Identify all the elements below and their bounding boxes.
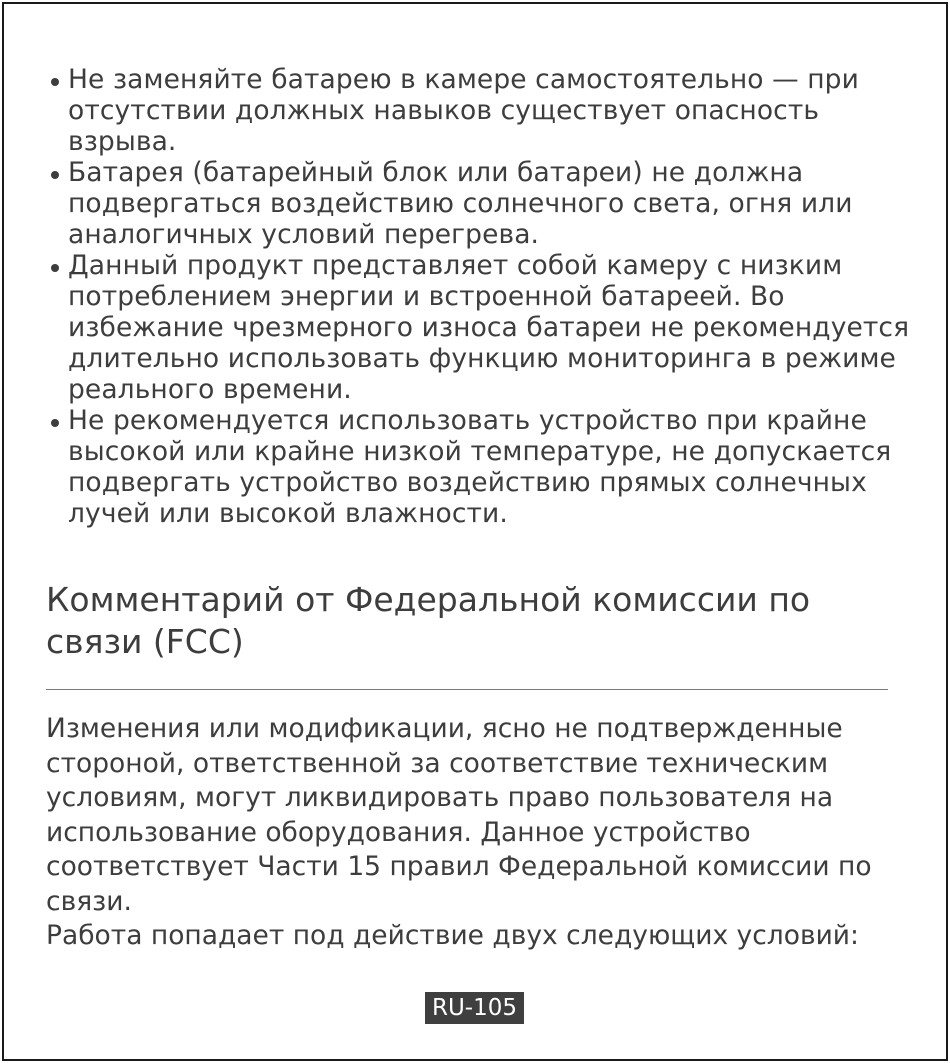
page-number-badge: RU-105 (425, 992, 524, 1024)
page-content (46, 64, 926, 954)
safety-bullet-list (46, 64, 926, 529)
safety-bullet-low-power-camera: Данный продукт представляет собой камеру с низким потреблением энергии и встроенной батареей. Во избежание чрезмерного износа батареи не рекомендуется длительно использовать функцию мониторинга в режиме реального времени. (46, 250, 926, 405)
fcc-section-heading: Комментарий от Федеральной комиссии по связи (FCC) (46, 580, 811, 661)
fcc-paragraph-modifications: Изменения или модификации, ясно не подтвержденные стороной, ответственной за соответствие техническим условиям, могут ликвидировать право пользователя на использование оборудования. Данное устройство соответствует Части 15 правил Федеральной комиссии по связи. (46, 713, 872, 917)
safety-bullet-environment: Не рекомендуется использовать устройство при крайне высокой или крайне низкой температуре, не допускается подвергать устройство воздействию прямых солнечных лучей или высокой влажности. (46, 405, 926, 529)
section-divider (46, 689, 888, 690)
safety-bullet-heat-exposure: Батарея (батарейный блок или батареи) не должна подвергаться воздействию солнечного света, огня или аналогичных условий перегрева. (46, 157, 926, 250)
safety-bullet-battery-replacement: Не заменяйте батарею в камере самостоятельно — при отсутствии должных навыков существует опасность взрыва. (46, 64, 926, 157)
fcc-paragraph-conditions: Работа попадает под действие двух следующих условий: (46, 920, 859, 951)
